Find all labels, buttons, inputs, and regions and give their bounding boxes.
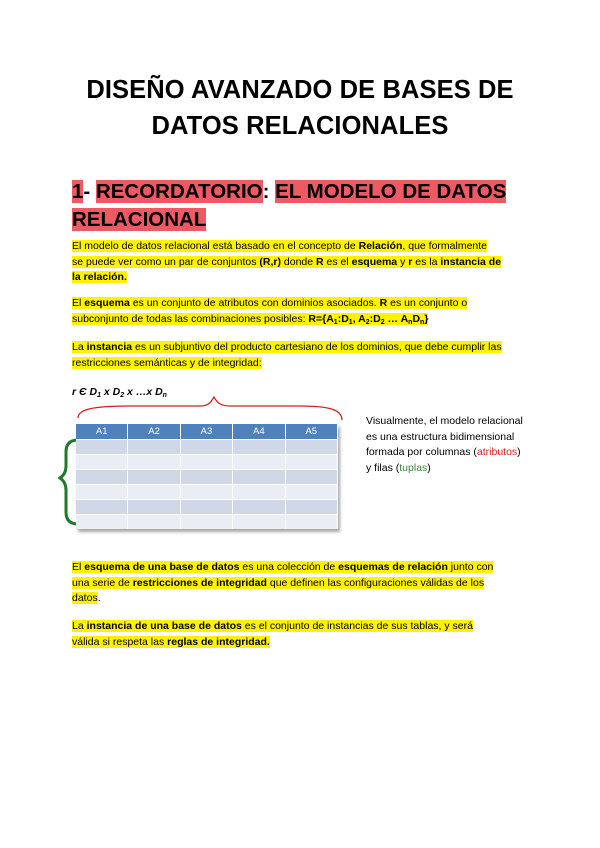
relation-table	[76, 424, 338, 529]
text: restricciones de integridad	[132, 576, 267, 589]
text: … A	[384, 312, 409, 325]
text: es el conjunto de instancias de sus tablas, y será	[241, 620, 473, 632]
table-cell	[76, 500, 128, 515]
text: n	[420, 318, 425, 326]
table-cell	[233, 470, 285, 485]
text: , que formalmente	[402, 240, 488, 252]
paragraph-db-schema	[72, 560, 532, 607]
table-cell	[128, 455, 180, 470]
text: La	[72, 620, 87, 632]
text: r Є D	[72, 386, 98, 398]
text: subconjunto de todas las combinaciones posibles:	[72, 312, 309, 325]
text: :D	[337, 312, 349, 325]
table-row	[76, 515, 338, 530]
section-colon: :	[262, 180, 276, 203]
table-header: A3	[180, 424, 232, 440]
text: instancia de una base de datos	[86, 620, 242, 632]
text: Relación	[358, 240, 403, 252]
text: R={A	[308, 312, 334, 325]
table-cell	[285, 440, 337, 455]
text: reglas de integridad.	[167, 635, 270, 648]
text: la relación.	[72, 271, 127, 283]
text: 1	[97, 392, 101, 399]
text: n	[162, 392, 167, 399]
text: donde	[280, 255, 317, 268]
text: y	[397, 255, 409, 268]
title-line-2: DATOS RELACIONALES	[151, 112, 449, 140]
section-heading-c: RELACIONAL	[72, 208, 207, 231]
table-cell	[233, 440, 285, 455]
text: D	[412, 312, 421, 325]
section-heading-a: RECORDATORIO	[95, 180, 263, 203]
text: se puede ver como un par de conjuntos	[72, 255, 260, 268]
table-cell	[233, 500, 285, 515]
table-cell	[285, 500, 337, 515]
text: x D	[100, 386, 121, 398]
table-header: A1	[76, 424, 128, 440]
text: :D	[369, 312, 381, 325]
text: x …x D	[124, 386, 163, 398]
section-dash: -	[83, 180, 96, 203]
table-cell	[285, 515, 337, 530]
text: esquema de una base de datos	[84, 561, 240, 573]
table-cell	[180, 485, 232, 500]
text: esquema	[351, 255, 398, 268]
text: instancia de	[440, 255, 502, 268]
text: es un subjuntivo del producto cartesiano de los dominios, que debe cumplir las	[132, 341, 502, 353]
text: instancia	[86, 341, 133, 353]
table-cell	[180, 455, 232, 470]
text: 2	[380, 318, 385, 326]
text: 1	[333, 318, 338, 326]
text: es el	[323, 255, 352, 268]
table-cell	[76, 455, 128, 470]
text: .	[97, 592, 101, 604]
text: que definen las configuraciones válidas de los	[266, 576, 485, 589]
section-heading-b: EL MODELO DE DATOS	[275, 180, 507, 203]
text: ) y filas (	[366, 446, 521, 474]
text: válida si respeta las	[72, 635, 168, 648]
text: es una colección de	[239, 561, 339, 573]
table-cell	[285, 470, 337, 485]
table-cell	[128, 440, 180, 455]
text: es un conjunto o	[387, 297, 468, 309]
text: La	[72, 341, 87, 353]
text: , A	[352, 312, 366, 325]
tuples-label: tuplas	[399, 461, 428, 474]
text: datos	[72, 592, 98, 604]
text: restricciones semánticas y de integridad:	[72, 356, 262, 369]
table-cell	[180, 440, 232, 455]
table-cell	[128, 485, 180, 500]
table-row	[76, 455, 338, 470]
side-note	[366, 414, 526, 476]
section-number: 1	[72, 180, 84, 203]
red-brace	[78, 397, 342, 420]
text: n	[408, 318, 413, 326]
table-row	[76, 470, 338, 485]
text: R	[316, 255, 324, 268]
text: Visualmente, el modelo relacional es una estructura bidimensional formada por columnas (	[366, 415, 523, 458]
text: R	[379, 297, 388, 309]
table-cell	[180, 515, 232, 530]
table-row	[76, 440, 338, 455]
table-cell	[180, 500, 232, 515]
table-cell	[128, 470, 180, 485]
text: 2	[365, 318, 370, 326]
table-header: A4	[233, 424, 285, 440]
table-cell	[233, 455, 285, 470]
text: esquema	[84, 297, 130, 309]
text: )	[427, 461, 431, 474]
text: es un conjunto de atributos con dominios asociados.	[129, 297, 380, 309]
text: 2	[120, 392, 125, 399]
table-cell	[180, 470, 232, 485]
text: }	[424, 312, 429, 325]
table-cell	[233, 485, 285, 500]
table-cell	[76, 485, 128, 500]
text: El	[72, 297, 85, 309]
table-cell	[285, 485, 337, 500]
table-cell	[285, 455, 337, 470]
text: El	[72, 561, 85, 573]
attributes-label: atributos	[476, 446, 518, 458]
text: es la	[412, 255, 441, 268]
table-cell	[76, 470, 128, 485]
table-cell	[128, 515, 180, 530]
text: r	[408, 255, 413, 268]
table-header-row	[76, 424, 338, 440]
table-row	[76, 485, 338, 500]
table-cell	[76, 440, 128, 455]
text: 1	[348, 318, 353, 326]
table-cell	[76, 515, 128, 530]
text: esquemas de relación	[338, 561, 448, 573]
table-header: A5	[285, 424, 337, 440]
table-row	[76, 500, 338, 515]
table-header: A2	[128, 424, 180, 440]
table-cell	[128, 500, 180, 515]
text: junto con	[447, 561, 494, 573]
text: una serie de	[72, 576, 133, 589]
title-line-1: DISEÑO AVANZADO DE BASES DE	[86, 76, 514, 104]
text: El modelo de datos relacional está basado en el concepto de	[72, 240, 359, 252]
table-cell	[233, 515, 285, 530]
paragraph-db-instance	[72, 619, 532, 650]
text: (R,r)	[259, 255, 281, 268]
